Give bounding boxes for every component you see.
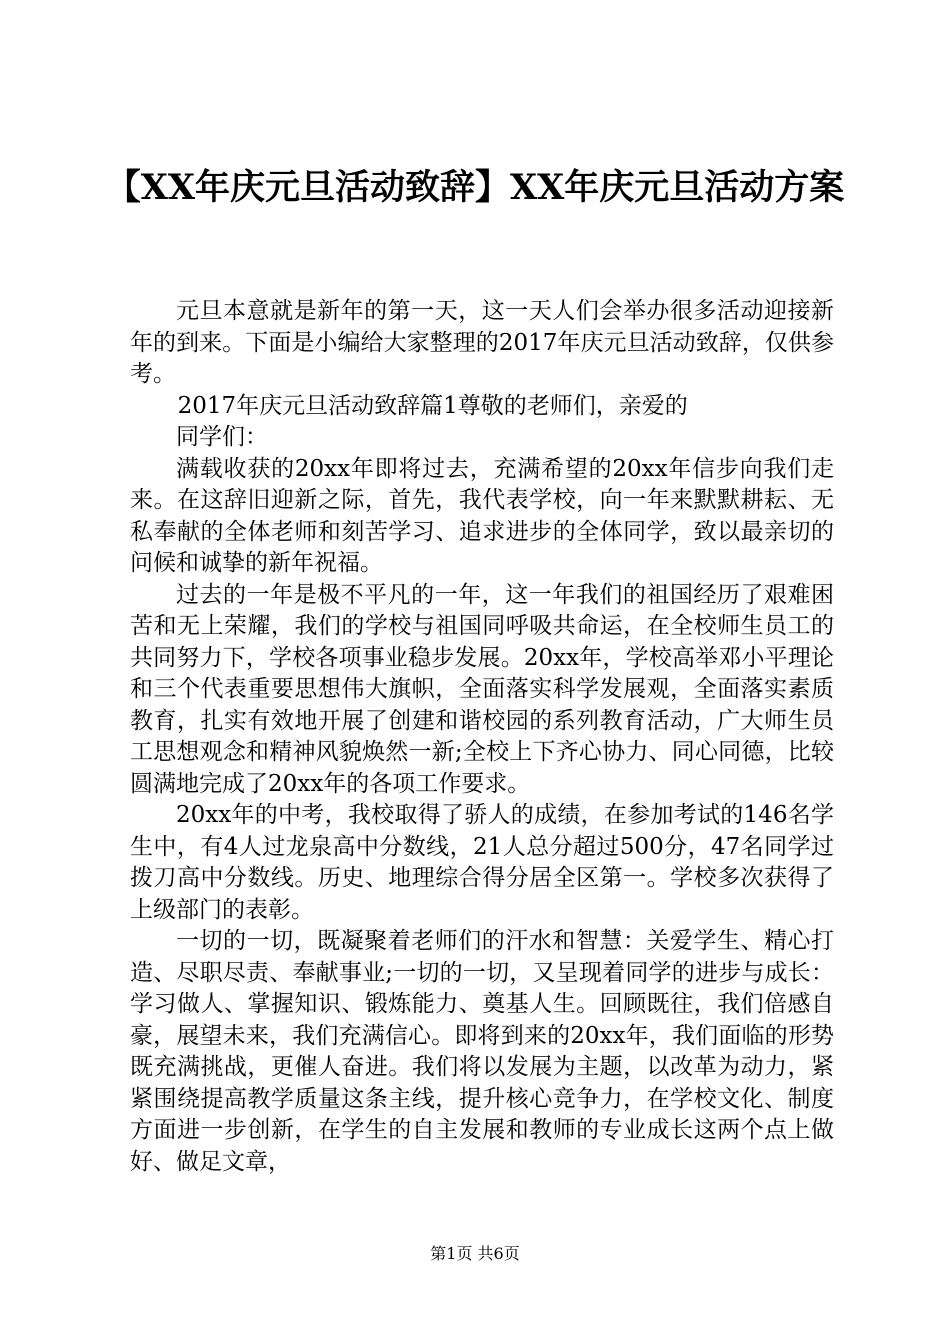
paragraph-intro: 元旦本意就是新年的第一天，这一天人们会举办很多活动迎接新年的到来。下面是小编给大家整理的2017年庆元旦活动致辞，仅供参考。	[130, 298, 834, 387]
paragraph-exam-results: 20xx年的中考，我校取得了骄人的成绩，在参加考试的146名学生中，有4人过龙泉高中分数线，21人总分超过500分，47名同学过拨刀高中分数线。历史、地理综合得分居全区第一。学校多次获得了上级部门的表彰。	[130, 802, 834, 923]
paragraph-outlook: 一切的一切，既凝聚着老师们的汗水和智慧：关爱学生、精心打造、尽职尽责、奉献事业;一切的一切，又呈现着同学的进步与成长：学习做人、掌握知识、锻炼能力、奠基人生。回顾既往，我们倍感自豪，展望未来，我们充满信心。即将到来的20xx年，我们面临的形势既充满挑战，更催人奋进。我们将以发展为主题，以改革为动力，紧紧围绕提高教学质量这条主线，提升核心竞争力，在学校文化、制度方面进一步创新，在学生的自主发展和教师的专业成长这两个点上做好、做足文章，	[130, 928, 834, 1175]
paragraph-past-year: 过去的一年是极不平凡的一年，这一年我们的祖国经历了艰难困苦和无上荣耀，我们的学校与祖国同呼吸共命运，在全校师生员工的共同努力下，学校各项事业稳步发展。20xx年，学校高举邓小平理论和三个代表重要思想伟大旗帜，全面落实科学发展观，全面落实素质教育，扎实有效地开展了创建和谐校园的系列教育活动，广大师生员工思想观念和精神风貌焕然一新;全校上下齐心协力、同心同德，比较圆满地完成了20xx年的各项工作要求。	[130, 581, 834, 797]
document-title: 【XX年庆元旦活动致辞】XX年庆元旦活动方案	[105, 167, 845, 208]
paragraph-new-year-greeting: 满载收获的20xx年即将过去，充满希望的20xx年信步向我们走来。在这辞旧迎新之际，首先，我代表学校，向一年来默默耕耘、无私奉献的全体老师和刻苦学习、追求进步的全体同学，致以最亲切的问候和诚挚的新年祝福。	[130, 455, 834, 576]
paragraph-salutation: 同学们：	[176, 424, 268, 450]
page-number-footer: 第1页 共6页	[430, 1244, 520, 1263]
document-body	[130, 296, 834, 1178]
paragraph-speech-heading: 2017年庆元旦活动致辞篇1尊敬的老师们，亲爱的	[177, 392, 688, 419]
